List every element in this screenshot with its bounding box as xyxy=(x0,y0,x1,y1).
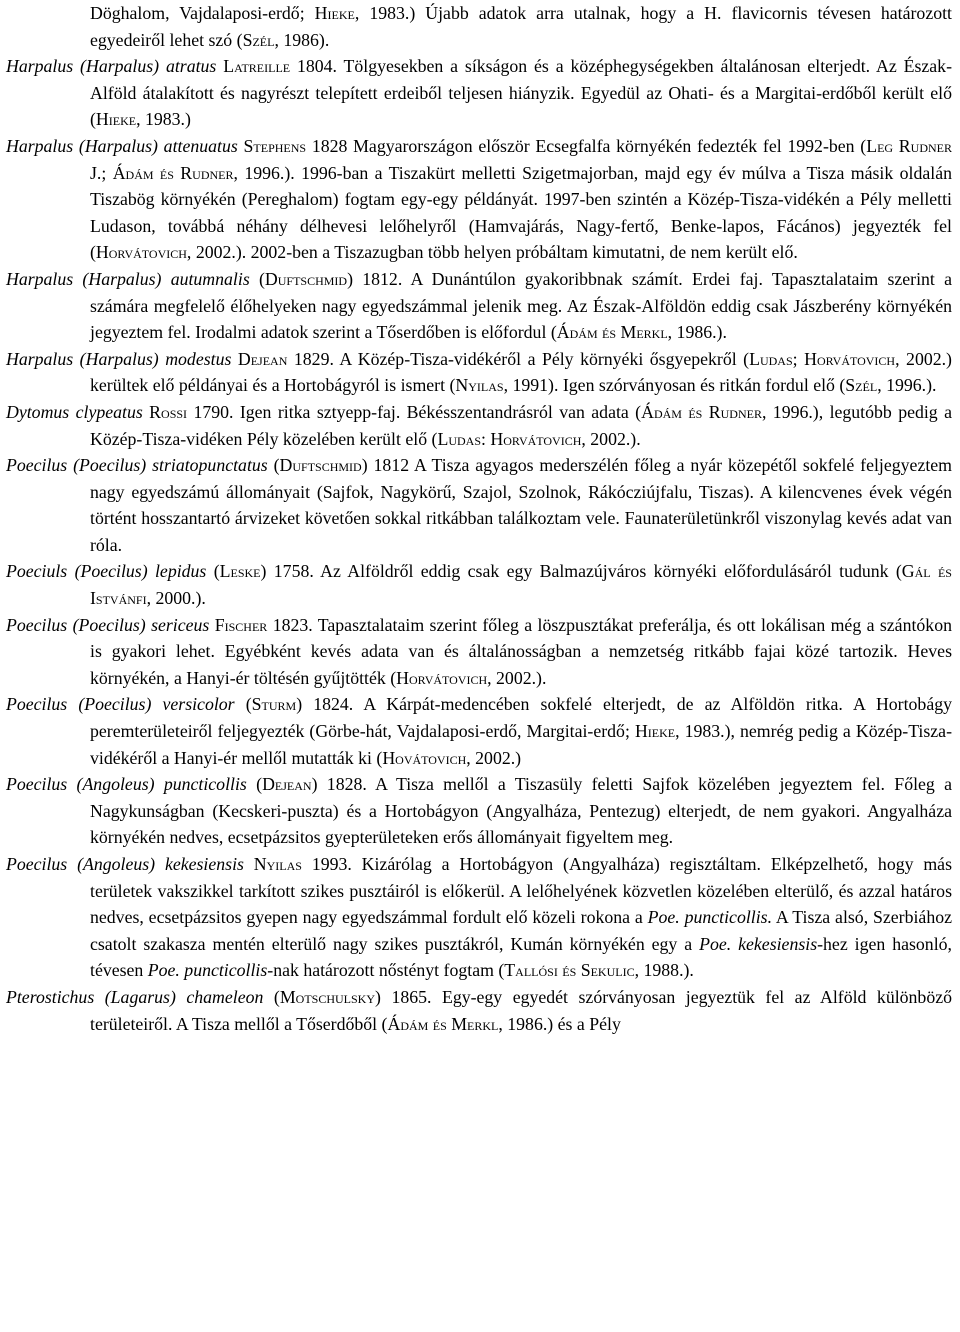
author-name: Horvátovich xyxy=(490,428,582,449)
entry-text: -nak határozott nőstényt fogtam ( xyxy=(267,960,505,981)
entry-text: , 1986.). xyxy=(667,322,727,343)
entry-text: ) 1824. A Kárpát-medencében sokfelé elterjedt, de az Alföldön ritka. A Hortobágy peremterületeiről feljegyezték (Görbe-hát, Vajdalaposi-erdő, Margitai-erdő; xyxy=(90,694,952,742)
entry-text: , 2002.) xyxy=(466,747,522,768)
entry-text: ) 1758. Az Alföldről eddig csak egy Balmazújváros környéki előfordulásáról tudunk ( xyxy=(260,561,902,582)
entry-text: ( xyxy=(206,561,220,582)
author-name: Dejean xyxy=(237,348,288,369)
entry-text: 1828 Magyarországon először Ecsegfalfa környékén fedezték fel 1992-ben ( xyxy=(306,135,867,156)
species-entry xyxy=(6,771,952,851)
species-name: Poecilus (Poecilus) sericeus xyxy=(6,614,210,635)
entry-text: ( xyxy=(267,455,280,476)
species-name: Poe. puncticollis. xyxy=(647,907,773,928)
entry-text: 1790. Igen ritka sztyepp-faj. Békésszentandrásról van adata ( xyxy=(187,401,642,422)
entry-text: ( xyxy=(234,694,252,715)
species-entry xyxy=(6,399,952,452)
author-name: Gál és Istvánfi xyxy=(90,561,952,609)
species-name: Poeciuls (Poecilus) lepidus xyxy=(6,561,207,582)
entry-text: Döghalom, Vajdalaposi-erdő; xyxy=(90,3,315,23)
entry-text: ( xyxy=(263,986,280,1007)
entry-text: ( xyxy=(249,268,265,289)
author-name: Motschulsky xyxy=(279,986,376,1007)
entry-text: ; xyxy=(792,348,805,369)
species-entry xyxy=(6,691,952,771)
author-name: Ludas xyxy=(437,428,481,449)
entry-text: 1993. Kizárólag a Hortobágyon (Angyalháza) regisztáltam. Elképzelhető, hogy más területek vakszikkel tarkított szikes pusztáiról is előkerül. A lelőhelyének közvetlen közelében elterülő, és azzal határos nedves, ecsetpázsitos gyepen nagy egyedszámmal fordult elő közeli rokona a xyxy=(90,854,952,928)
species-name: Poecilus (Poecilus) striatopunctatus xyxy=(6,455,268,476)
species-name: Poecilus (Angoleus) kekesiensis xyxy=(6,854,244,874)
author-name: Ádám és Merkl xyxy=(556,322,668,343)
author-name: Fischer xyxy=(214,614,268,635)
species-list xyxy=(6,0,952,1037)
author-name: Stephens xyxy=(243,135,307,156)
entry-text: , 1986.) és a Pély xyxy=(498,1013,621,1034)
author-name: Rossi xyxy=(149,401,188,422)
author-name: Hovátovich xyxy=(382,747,467,768)
entry-text: ) 1828. A Tisza mellől a Tiszasüly feletti Sajfok közelében jegyeztem fel. Főleg a Nagykunságban (Kecskeri-puszta) és a Hortobágyon (Angyalháza, Pentezug) elterjedt, de nem gyakori. Angyalháza környékén nedves, ecsetpázsitos gyepterületeken erős állományait figyeltem meg. xyxy=(90,774,952,848)
author-name: Leg Rudner xyxy=(866,135,953,156)
author-name: Horvátovich xyxy=(804,348,896,369)
author-name: Szél xyxy=(845,375,878,396)
species-name: Poecilus (Angoleus) puncticollis xyxy=(6,774,247,795)
species-entry xyxy=(6,53,952,133)
author-name: Ádám és Rudner xyxy=(112,162,234,183)
entry-text: , 1986). xyxy=(274,29,330,50)
entry-text: -hez igen hasonló, tévesen xyxy=(90,933,952,981)
author-name: Ádám és Rudner xyxy=(641,401,762,422)
entry-text: 1829. A Közép-Tisza-vidékéről a Pély környéki ősgyepekről ( xyxy=(287,348,750,369)
author-name: Ádám és Merkl xyxy=(387,1013,499,1034)
species-entry xyxy=(6,266,952,346)
entry-text: , 2002.). 2002-ben a Tiszazugban több helyen próbáltam kimutatni, de nem került elő. xyxy=(186,242,798,263)
species-entry xyxy=(6,346,952,399)
author-name: Dejean xyxy=(262,774,312,795)
entry-text: , 1996.), legutóbb pedig a Közép-Tisza-vidéken Pély közelében került elő ( xyxy=(90,401,952,449)
species-name: Harpalus (Harpalus) autumnalis xyxy=(6,268,250,289)
entry-text: ( xyxy=(246,774,263,795)
entry-text: , 2002.). xyxy=(581,428,641,449)
author-name: Hieke xyxy=(634,721,676,742)
author-name: Ludas xyxy=(749,348,793,369)
author-name: Duftschmid xyxy=(279,455,362,476)
entry-text: ) 1812. A Dunántúlon gyakoribbnak számít. Erdei faj. Tapasztalataim szerint a számára megfelelő élőhelyeken nagy egyedszámmal jelenik meg. Az Észak-Alföldön eddig csak Jászberény környékén jegyeztem fel. Irodalmi adatok szerint a Tőserdőben is előfordul ( xyxy=(90,268,952,343)
entry-text: ) 1812 A Tisza agyagos mederszélén főleg a nyár közepétől sokfelé feljegyeztem nagy egyedszámú állományait (Sajfok, Nagykörű, Szajol, Szolnok, Rákócziújfalu, Tiszas). A kilencvenes évek végén történt hosszantartó árvizeket követően sokkal ritkábban találkoztam vele. Faunaterületünkről viszonylag kevés adat van róla. xyxy=(90,455,952,555)
entry-text: A Tisza alsó, Szerbiához csatolt szakasza mentén elterülő nagy szikes pusztákról, Kumán környékén egy a xyxy=(90,907,952,954)
species-entry xyxy=(6,558,952,611)
author-name: Szél xyxy=(242,29,275,50)
entry-text: J.; xyxy=(90,162,113,183)
species-name: Poe. kekesiensis xyxy=(699,933,818,954)
entry-text: , 1983.), nemrég pedig a Közép-Tisza-vidékéről a Hanyi-ér mellől mutatták ki ( xyxy=(90,721,952,768)
species-name: Pterostichus (Lagarus) chameleon xyxy=(6,986,264,1007)
author-name: Tallósi és Sekulic xyxy=(504,960,635,981)
entry-text: , 1983.) Újabb adatok arra utalnak, hogy a H. flavicornis tévesen határozott egyedeiről lehet szó ( xyxy=(90,3,952,50)
author-name: Nyilas xyxy=(455,375,504,396)
entry-text: , 2000.). xyxy=(146,588,206,609)
entry-text: , 1996.). xyxy=(877,375,937,396)
author-name: Hieke xyxy=(314,3,355,23)
species-entry xyxy=(6,133,952,266)
species-name: Poecilus (Poecilus) versicolor xyxy=(6,694,235,715)
entry-text xyxy=(244,854,254,874)
author-name: Latreille xyxy=(223,56,291,77)
species-entry xyxy=(6,452,952,558)
entry-text: : xyxy=(481,428,491,449)
author-name: Hieke xyxy=(95,109,137,130)
entry-text: 1823. Tapasztalataim szerint főleg a löszpusztákat preferálja, és ott lokálisan még a szántókon is gyakori lehet. Egyébként kevés adata van és általánosságban a nemzetség ritkább fajai közé tartozik. Heves környékén, a Hanyi-ér töltésén gyűjtötték ( xyxy=(90,614,952,688)
species-name: Dytomus clypeatus xyxy=(6,401,143,422)
entry-text: , 1991). Igen szórványosan és ritkán fordul elő ( xyxy=(503,375,846,396)
entry-text: , 1988.). xyxy=(634,960,694,981)
species-entry xyxy=(6,851,952,984)
entry-text: , 1983.) xyxy=(136,109,191,130)
species-name: Harpalus (Harpalus) modestus xyxy=(6,348,232,369)
entry-text: , 2002.). xyxy=(487,667,547,688)
entry-text: 1804. Tölgyesekben a síkságon és a középhegységekben általánosan elterjedt. Az Észak-Alföld átalakított és nagyrészt telepített erdeiből teljesen hiányzik. Egyedül az Ohati- és a Margitai-erdőből került elő ( xyxy=(90,56,952,130)
species-name: Harpalus (Harpalus) attenuatus xyxy=(6,135,238,156)
author-name: Horvátovich xyxy=(95,242,187,263)
species-entry xyxy=(6,612,952,692)
continued-paragraph xyxy=(6,0,952,53)
author-name: Duftschmid xyxy=(264,268,348,289)
author-name: Horvátovich xyxy=(396,667,488,688)
author-name: Leske xyxy=(219,561,261,582)
entry-text: , 2002.) kerültek elő példányai és a Hortobágyról is ismert ( xyxy=(90,348,952,396)
species-name: Harpalus (Harpalus) atratus xyxy=(6,56,217,77)
entry-text: ) 1865. Egy-egy egyedét szórványosan jegyeztük fel az Alföld különböző területeiről. A Tisza mellől a Tőserdőből ( xyxy=(90,986,952,1034)
species-name: Poe. puncticollis xyxy=(147,960,268,981)
author-name: Nyilas xyxy=(253,854,302,874)
entry-text: , 1996.). 1996-ban a Tiszakürt melletti Szigetmajorban, majd egy év múlva a Tisza másik oldalán Tiszabög környékén (Pereghalom) fogtam egy-egy példányát. 1997-ben szintén a Közép-Tisza-vidékén a Pély melletti Ludason, továbbá néhány délhevesi lelőhelyről (Hamvajárás, Nagy-fertő, Benke-lapos, Fácános) jegyezték fel ( xyxy=(90,162,952,263)
species-entry xyxy=(6,984,952,1037)
author-name: Sturm xyxy=(251,694,297,715)
